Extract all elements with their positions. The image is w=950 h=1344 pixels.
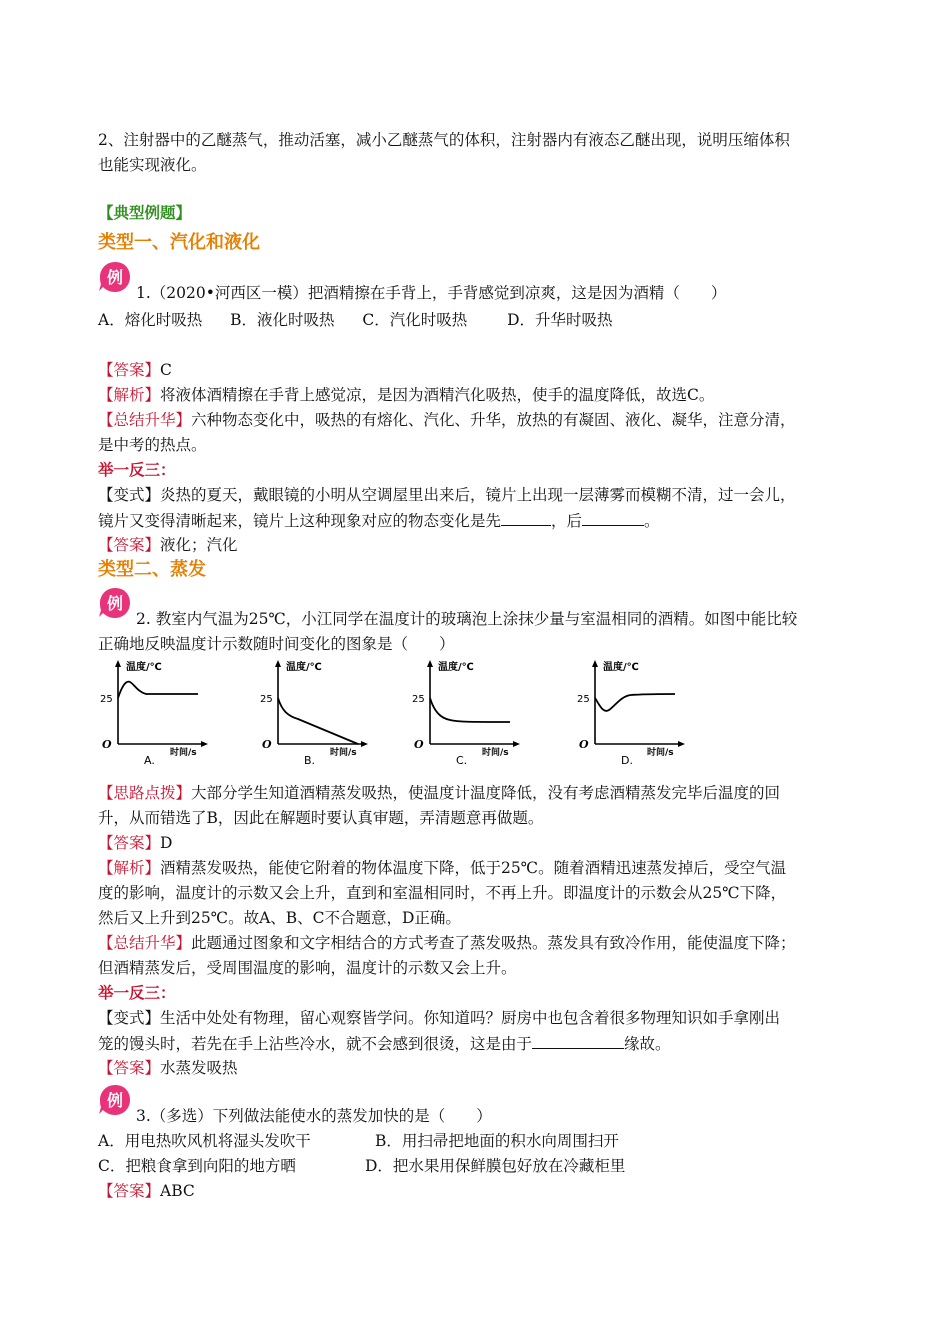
intro-line-2: 也能实现液化。 [98,156,207,174]
variant1-line-2: 镜片又变得清晰起来，镜片上这种现象对应的物态变化是先 ，后 。 [98,507,660,534]
temperature-curve [278,698,358,744]
variant2-line-2: 笼的馒头时，若先在手上沾些冷水，就不会感到很烫，这是由于 缘故。 [98,1030,671,1057]
q2-answer: 【答案】D [98,834,173,852]
graph-option-label: B. [304,754,316,767]
svg-text:例: 例 [106,268,124,287]
q2-hint-1: 【思路点拨】大部分学生知道酒精蒸发吸热，使温度计温度降低，没有考虑酒精蒸发完毕后温度的回 [98,784,781,802]
intro-line-1: 2、注射器中的乙醚蒸气，推动活塞，减小乙醚蒸气的体积，注射器内有液态乙醚出现，说明压缩体积 [98,131,790,149]
temperature-curve [595,694,675,711]
x-axis-arrow-icon [678,741,685,747]
type1-title: 类型一、汽化和液化 [98,232,260,253]
x-axis-label: 时间/s [647,748,674,758]
y-axis-label: 温度/℃ [438,662,474,673]
x-axis-label: 时间/s [482,748,509,758]
graph-option-label: C. [456,754,468,767]
y-axis-label: 温度/℃ [286,662,322,673]
variant2-line-1: 【变式】生活中处处有物理，留心观察皆学问。你知道吗？厨房中也包含着很多物理知识如手拿刚出 [98,1009,781,1027]
origin-label: O [102,738,112,751]
temperature-graph-c [410,656,525,768]
q1-summary-1: 【总结升华】六种物态变化中，吸热的有熔化、汽化、升华，放热的有凝固、液化、凝华，注意分清， [98,411,796,429]
svg-text:例: 例 [106,594,124,613]
q2-analysis-1: 【解析】酒精蒸发吸热，能使它附着的物体温度下降，低于25℃。随着酒精迅速蒸发掉后，受空气温 [98,859,787,877]
section-heading: 【典型例题】 [98,203,192,222]
q3-option-c: C．把粮食拿到向阳的地方晒 [98,1157,296,1175]
y-axis-label: 温度/℃ [126,662,162,673]
q1-analysis: 【解析】将液体酒精擦在手背上感觉凉，是因为酒精汽化吸热，使手的温度降低，故选C。 [98,386,715,404]
variant1-line-1: 【变式】炎热的夏天，戴眼镜的小明从空调屋里出来后，镜片上出现一层薄雾而模糊不清，过一会儿， [98,486,796,504]
variant-heading-1: 举一反三： [98,460,176,479]
q1-option-d: D．升华时吸热 [507,311,613,329]
q3-option-a: A．用电热吹风机将湿头发吹干 [98,1132,311,1150]
q1-stem: 1.（2020•河西区一模）把酒精擦在手背上，手背感觉到凉爽，这是因为酒精（ ） [136,284,727,302]
q1-option-b: B．液化时吸热 [230,311,335,329]
example-badge-icon [98,586,132,620]
tick-label-25: 25 [100,694,113,705]
q1-answer: 【答案】C [98,361,172,379]
origin-label: O [579,738,589,751]
x-axis-arrow-icon [201,741,208,747]
fill-blank[interactable] [501,507,551,526]
q1-summary-2: 是中考的热点。 [98,436,207,454]
q2-stem-1: 2. 教室内气温为25℃，小江同学在温度计的玻璃泡上涂抹少量与室温相同的酒精。如图中能比较 [136,610,798,628]
x-axis-arrow-icon [361,741,368,747]
origin-label: O [262,738,272,751]
y-axis-arrow-icon [592,660,598,667]
q2-stem-2: 正确地反映温度计示数随时间变化的图象是（ ） [98,635,455,653]
variant1-answer: 【答案】液化；汽化 [98,536,238,554]
q3-stem: 3.（多选）下列做法能使水的蒸发加快的是（ ） [136,1107,492,1125]
q1-option-c: C．汽化时吸热 [362,311,468,329]
fill-blank[interactable] [532,1030,624,1049]
q2-analysis-2: 度的影响，温度计的示数又会上升，直到和室温相同时，不再上升。即温度计的示数会从25℃下降， [98,884,787,902]
q3-option-d: D．把水果用保鲜膜包好放在冷藏柜里 [365,1157,626,1175]
q2-summary-2: 但酒精蒸发后，受周围温度的影响，温度计的示数又会上升。 [98,959,517,977]
q3-option-b: B．用扫帚把地面的积水向周围扫开 [375,1132,619,1150]
example-badge-icon [98,1083,132,1117]
y-axis-label: 温度/℃ [603,662,639,673]
variant-heading-2: 举一反三： [98,983,176,1002]
temperature-curve [118,682,198,698]
svg-text:例: 例 [106,1091,124,1110]
y-axis-arrow-icon [115,660,121,667]
q1-option-a: A．熔化时吸热 [98,311,203,329]
y-axis-arrow-icon [275,660,281,667]
origin-label: O [414,738,424,751]
q2-hint-2: 升，从而错选了B，因此在解题时要认真审题，弄清题意再做题。 [98,809,544,827]
temperature-graph-a [98,656,213,768]
type2-title: 类型二、蒸发 [98,559,206,580]
x-axis-label: 时间/s [170,748,197,758]
q2-analysis-3: 然后又上升到25℃。故A、B、C不合题意，D正确。 [98,909,461,927]
x-axis-arrow-icon [513,741,520,747]
tick-label-25: 25 [260,694,273,705]
q2-summary-1: 【总结升华】此题通过图象和文字相结合的方式考查了蒸发吸热。蒸发具有致冷作用，能使温度下降； [98,934,796,952]
fill-blank[interactable] [582,507,644,526]
x-axis-label: 时间/s [330,748,357,758]
example-badge-icon [98,260,132,294]
q3-answer: 【答案】ABC [98,1182,195,1200]
tick-label-25: 25 [412,694,425,705]
tick-label-25: 25 [577,694,590,705]
variant2-answer: 【答案】水蒸发吸热 [98,1059,238,1077]
graph-option-label: D. [621,754,633,767]
graph-option-label: A. [144,754,155,767]
temperature-graph-b [258,656,373,768]
temperature-graph-d [575,656,690,768]
temperature-curve [430,698,510,722]
y-axis-arrow-icon [427,660,433,667]
q1-options [98,307,613,333]
